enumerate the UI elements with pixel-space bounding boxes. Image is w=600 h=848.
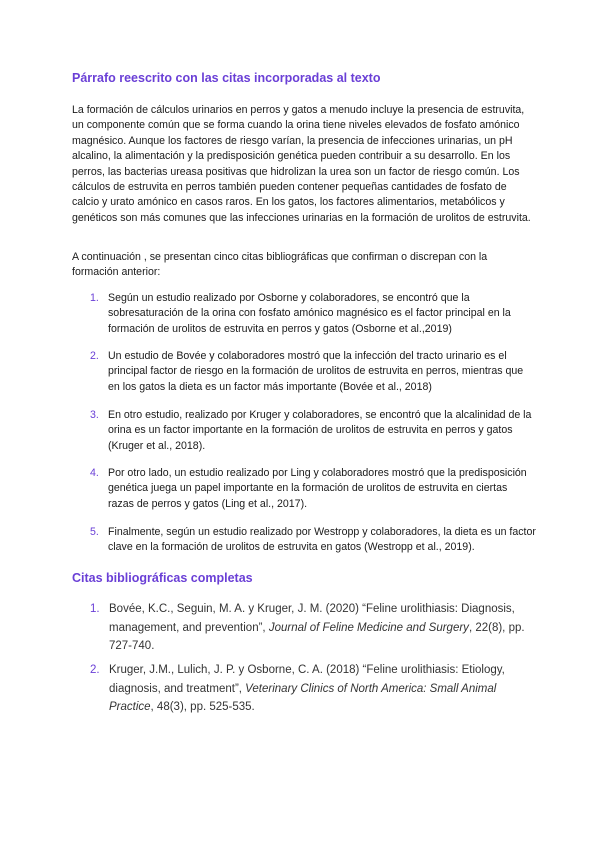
reference-number: 1. <box>90 603 100 615</box>
reference-journal: Veterinary Clinics of North America: Small Animal Practice <box>109 682 497 713</box>
citation-number: 2. <box>90 350 99 362</box>
citation-number: 1. <box>90 292 99 304</box>
reference-number: 2. <box>90 664 100 676</box>
citation-text: Un estudio de Bovée y colaboradores mostró que la infección del tracto urinario es el principal factor de riesgo en la formación de urolitos de estruvita en perros, mientras que en los gatos la dieta es un factor más importante (Bovée et al., 2018) <box>108 350 524 393</box>
citation-number: 4. <box>90 467 99 479</box>
citation-text: Por otro lado, un estudio realizado por Ling y colaboradores mostró que la predisposición genética juega un papel importante en la formación de urolitos de estruvita en ciertas razas de perros y gatos (Ling et al., 2017). <box>108 467 527 510</box>
paragraph-intro-citations: A continuación , se presentan cinco citas bibliográficas que confirman o discrepan con la formación anterior: <box>72 251 488 279</box>
reference-journal: Journal of Feline Medicine and Surgery <box>268 621 469 634</box>
reference-text <box>109 600 539 656</box>
citation-number: 3. <box>90 409 99 421</box>
reference-authors: Bovée, K.C., Seguin, M. A. y Kruger, J. M. (2020) “Feline urolithiasis: Diagnosis, management, and prevention”, <box>109 603 515 634</box>
citation-text: Finalmente, según un estudio realizado por Westropp y colaboradores, la dieta es un factor clave en la formación de urolitos de estruvita en gatos (Westropp et al., 2019). <box>108 526 536 554</box>
reference-text <box>109 661 539 717</box>
citation-text: Según un estudio realizado por Osborne y colaboradores, se encontró que la sobresaturación de la orina con fosfato amónico magnésico es el factor principal en la formación de urolitos de estruvita en perros y gatos (Osborne et al.,2019) <box>108 292 511 335</box>
reference-authors: Kruger, J.M., Lulich, J. P. y Osborne, C. A. (2018) “Feline urolithiasis: Etiology, diagnosis, and treatment”, <box>109 664 505 695</box>
section-heading-references: Citas bibliográficas completas <box>72 571 253 585</box>
reference-details: , 48(3), pp. 525-535. <box>150 701 255 713</box>
paragraph-main: La formación de cálculos urinarios en perros y gatos a menudo incluye la presencia de estruvita, un componente común que se forma cuando la orina tiene niveles elevados de fosfato amónico magnésico. Aunque los factores de riesgo varían, la presencia de infecciones urinarias, un pH alcalino, la alimentación y la predisposición genética pueden contribuir a su desarrollo. En los perros, las bacterias ureasa positivas que hidrolizan la urea son un factor de riesgo común. Los cálculos de estruvita en perros también pueden contener pequeñas cantidades de fosfato de calcio y urato amónico en casos raros. En los gatos, los factores alimentarios, metabólicos y genéticos son más comunes que las infecciones urinarias en la formación de urolitos de estruvita. <box>72 104 531 224</box>
citation-text: En otro estudio, realizado por Kruger y colaboradores, se encontró que la alcalinidad de la orina es un factor importante en la formación de urolitos de estruvita en perros y gatos (Kruger et al., 2018). <box>108 409 532 452</box>
reference-details: , 22(8), pp. 727-740. <box>109 621 525 652</box>
section-heading-rewritten: Párrafo reescrito con las citas incorporadas al texto <box>72 71 381 85</box>
citation-number: 5. <box>90 526 99 538</box>
